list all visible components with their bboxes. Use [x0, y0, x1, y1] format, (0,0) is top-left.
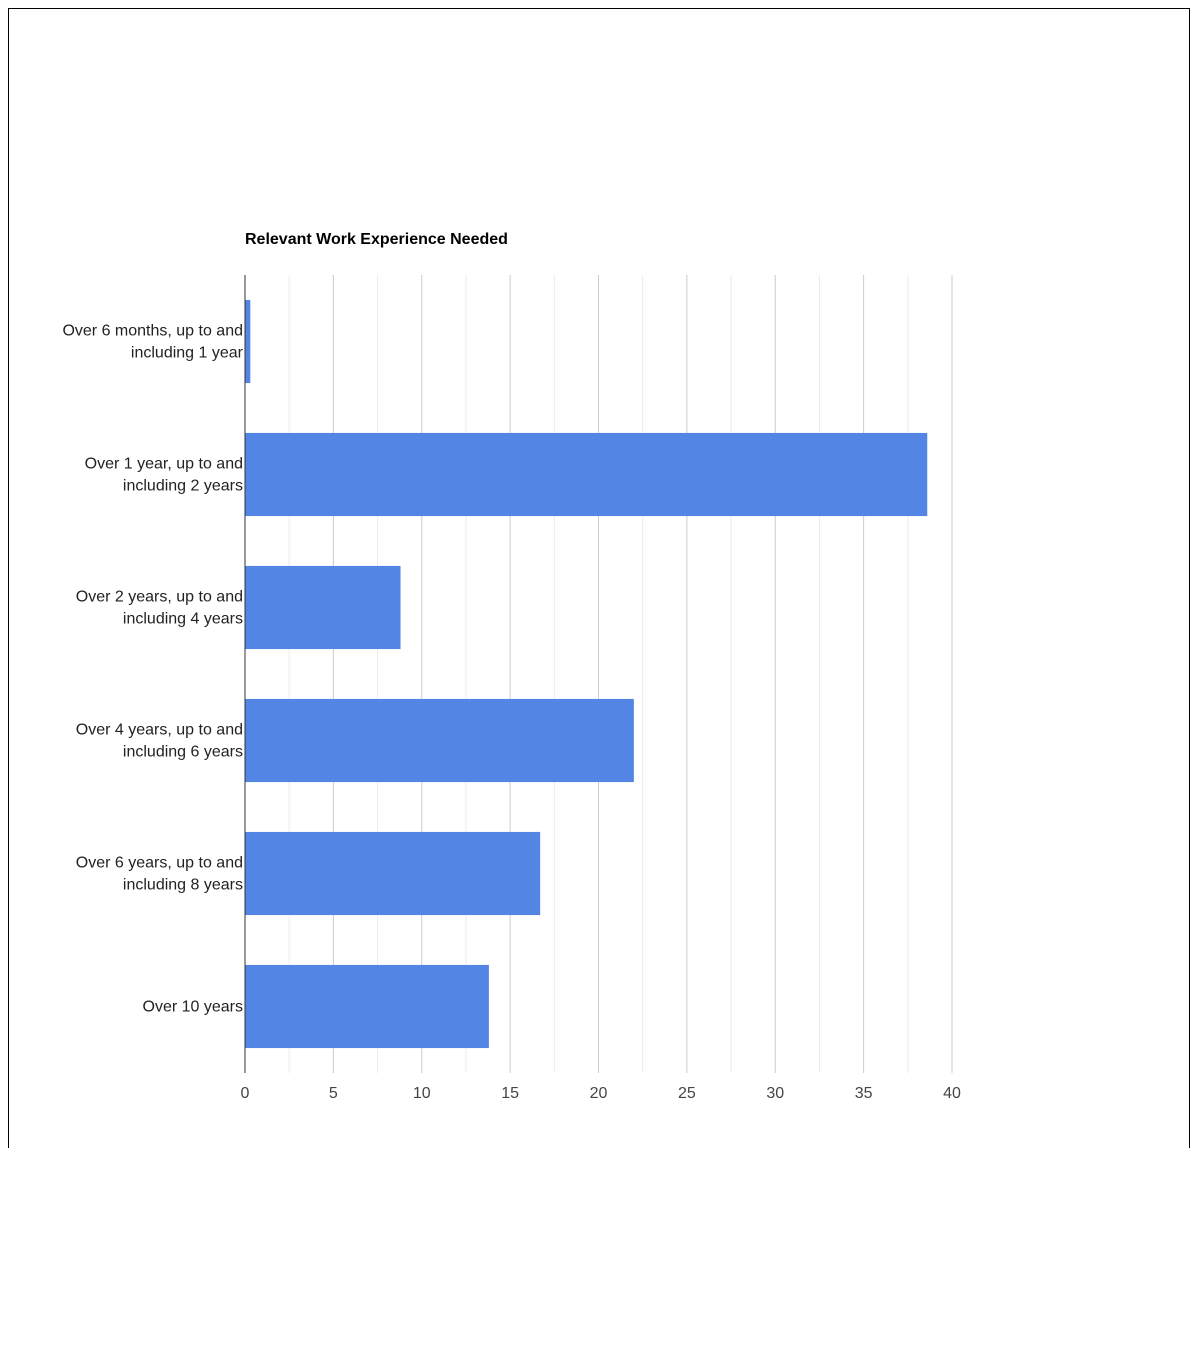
- grid-lines: [289, 275, 952, 1073]
- category-label-line: Over 6 years, up to and: [75, 854, 243, 872]
- category-label: [76, 855, 243, 894]
- x-tick-label: 10: [412, 1085, 431, 1102]
- bar[interactable]: [245, 300, 250, 383]
- bar[interactable]: [245, 965, 489, 1048]
- category-label-line: including 2 years: [122, 477, 243, 495]
- bars: [245, 300, 927, 1048]
- x-tick-label: 5: [328, 1085, 338, 1102]
- chart-title: Relevant Work Experience Needed: [245, 231, 508, 248]
- category-label-line: including 8 years: [122, 876, 243, 894]
- x-tick-label: 25: [677, 1085, 696, 1102]
- x-tick-label: 30: [766, 1085, 785, 1102]
- bar[interactable]: [245, 433, 927, 516]
- x-tick-label: 0: [240, 1085, 250, 1102]
- category-label-line: Over 4 years, up to and: [75, 721, 243, 739]
- x-tick-label: 40: [943, 1085, 961, 1102]
- category-labels: [62, 323, 243, 1016]
- bar[interactable]: [245, 699, 634, 782]
- category-label: [76, 589, 243, 628]
- bar[interactable]: [245, 832, 540, 915]
- category-label-line: including 6 years: [122, 743, 243, 761]
- x-tick-label: 35: [854, 1085, 873, 1102]
- category-label-line: Over 1 year, up to and: [84, 455, 243, 473]
- category-label: [62, 323, 243, 362]
- category-label: [85, 456, 243, 495]
- category-label-line: including 4 years: [122, 610, 243, 628]
- category-label: [76, 722, 243, 761]
- x-tick-label: 20: [589, 1085, 608, 1102]
- category-label: [143, 999, 243, 1016]
- category-label-line: Over 10 years: [142, 998, 243, 1016]
- category-label-line: Over 2 years, up to and: [75, 588, 243, 606]
- x-tick-label: 15: [501, 1085, 520, 1102]
- category-label-line: Over 6 months, up to and: [62, 322, 243, 340]
- x-tick-labels: [241, 1085, 961, 1102]
- category-label-line: including 1 year: [130, 344, 243, 362]
- bar[interactable]: [245, 566, 401, 649]
